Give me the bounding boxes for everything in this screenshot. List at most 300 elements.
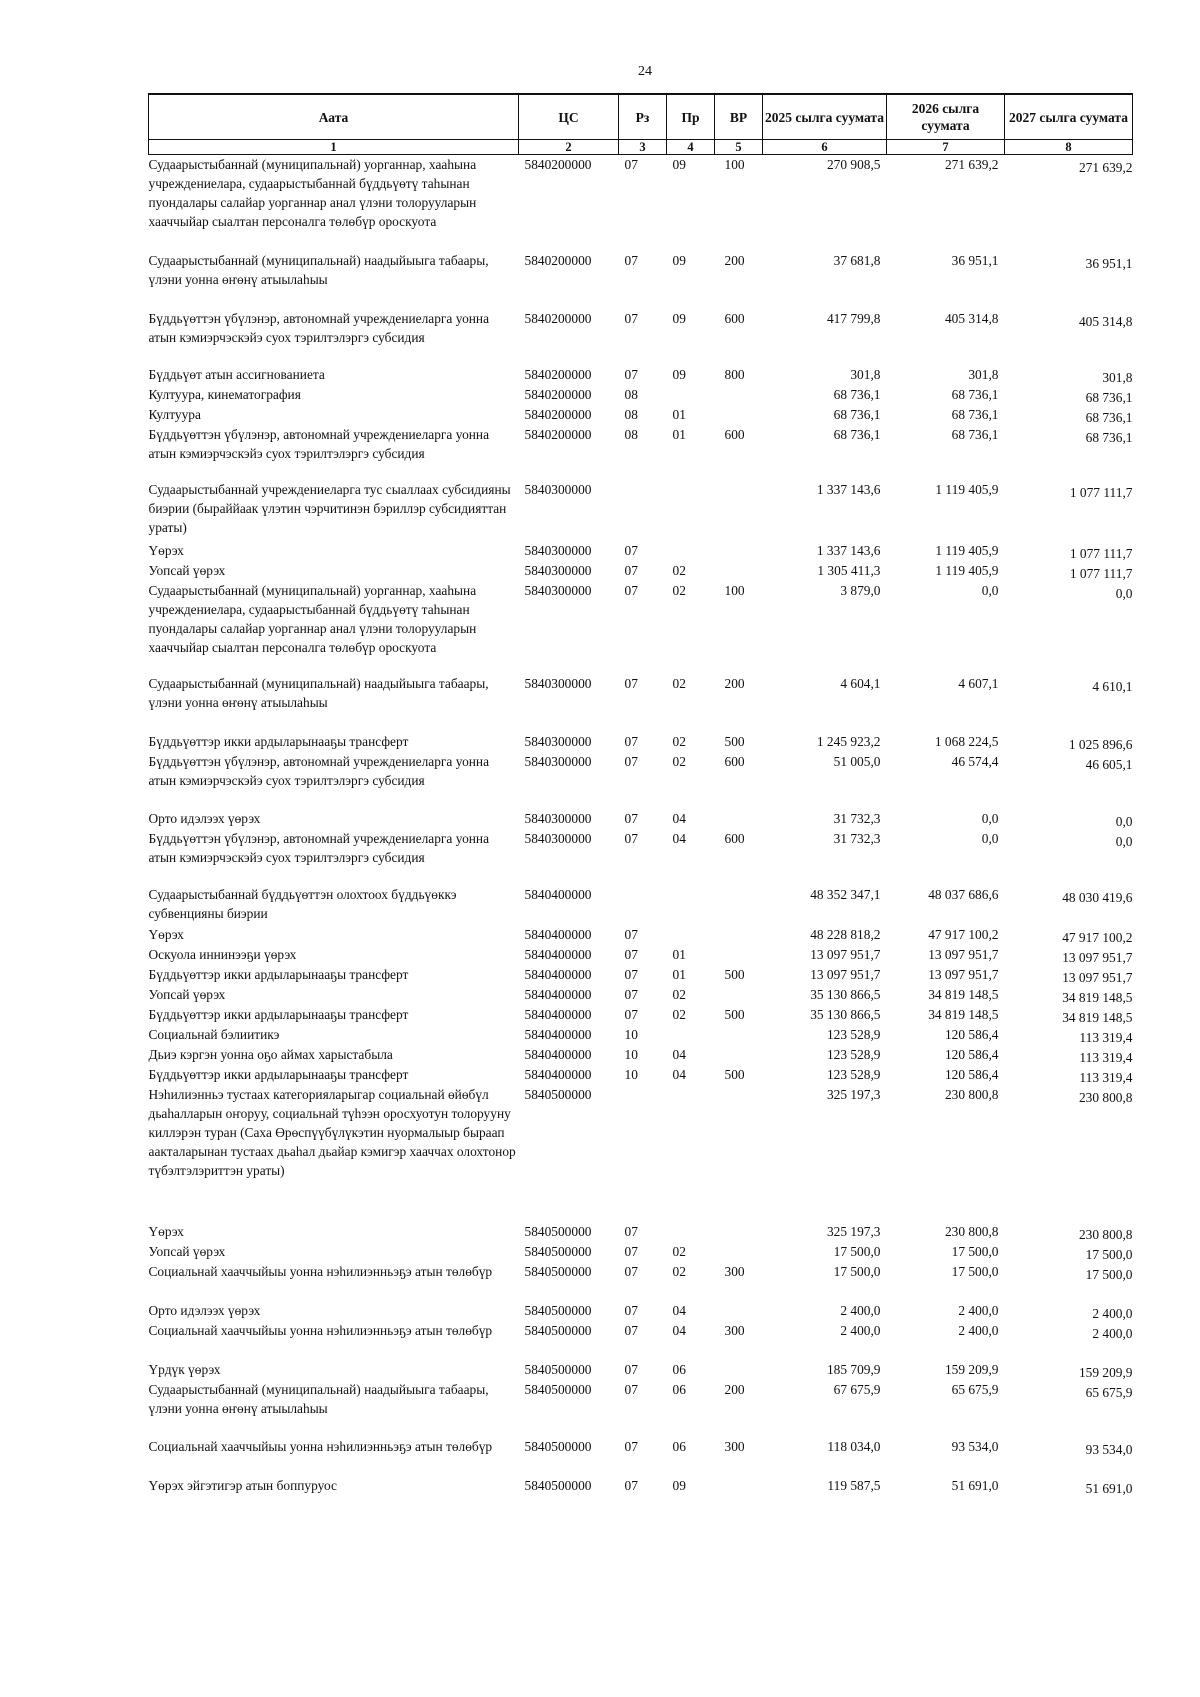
row-pr-code: 02 <box>672 754 686 769</box>
amount-value: 68 736,1 <box>1085 430 1133 445</box>
row-cs-code: 5840300000 <box>524 583 592 598</box>
row-amount-2027 <box>1005 561 1133 581</box>
page-number: 24 <box>638 64 652 79</box>
row-pr-code: 09 <box>672 1478 686 1493</box>
amount-value: 1 025 896,6 <box>1068 737 1133 752</box>
amount-value: 1 077 111,7 <box>1069 485 1133 500</box>
amount-value: 51 691,0 <box>1085 1481 1133 1496</box>
row-amount-2027 <box>1005 1222 1133 1242</box>
table-body <box>149 155 1133 1497</box>
row-rz-code: 08 <box>624 387 638 402</box>
row-name: Уопсай үөрэх <box>148 1244 226 1259</box>
row-amount-2025: 123 528,9 <box>826 1047 881 1062</box>
row-vr-code: 600 <box>724 427 745 442</box>
column-number: 7 <box>887 140 1005 155</box>
amount-value: 65 675,9 <box>1085 1385 1133 1400</box>
amount-value: 68 736,1 <box>1085 390 1133 405</box>
row-cs-code: 5840300000 <box>524 543 592 558</box>
row-amount-2025: 270 908,5 <box>826 157 881 172</box>
row-rz-code: 07 <box>624 987 638 1002</box>
column-number: 1 <box>149 140 519 155</box>
row-vr-code <box>715 1222 763 1242</box>
row-amount-2027 <box>1005 1301 1133 1321</box>
amount-value: 17 500,0 <box>1085 1267 1133 1282</box>
row-vr-code: 100 <box>724 157 745 172</box>
row-amount-2025: 118 034,0 <box>827 1439 881 1454</box>
row-amount-2027 <box>1005 885 1133 925</box>
amount-value: 1 077 111,7 <box>1069 566 1133 581</box>
row-cs-code: 5840200000 <box>524 407 592 422</box>
row-amount-2025: 3 879,0 <box>840 583 881 598</box>
row-rz-code: 08 <box>624 407 638 422</box>
row-vr-code: 300 <box>724 1323 745 1338</box>
row-amount-2026: 34 819 148,5 <box>928 1007 999 1022</box>
row-pr-code: 09 <box>672 311 686 326</box>
column-number: 3 <box>619 140 667 155</box>
row-amount-2026: 47 917 100,2 <box>928 927 999 942</box>
row-pr-code <box>667 1025 715 1045</box>
row-name: Бүддьүөттэн үбүлэнэр, автономнай учреждениеларга уонна атын кэмиэрчэскэйэ суох тэрилтэлэргэ субсидия <box>148 831 490 865</box>
row-name: Бүддьүөттэр икки ардыларынааҕы трансферт <box>148 967 409 982</box>
row-rz-code: 07 <box>624 367 638 382</box>
table-row <box>149 674 1133 732</box>
row-name: Бүддьүөттэр икки ардыларынааҕы трансферт <box>148 1007 409 1022</box>
row-name: Уопсай үөрэх <box>148 987 226 1002</box>
row-rz-code: 10 <box>624 1027 638 1042</box>
row-vr-code <box>715 985 763 1005</box>
amount-value: 159 209,9 <box>1078 1365 1133 1380</box>
row-cs-code: 5840300000 <box>524 563 592 578</box>
row-rz-code: 07 <box>624 967 638 982</box>
row-name: Дьиэ кэргэн уонна оҕо аймах харыстабыла <box>148 1047 393 1062</box>
row-vr-code: 600 <box>724 754 745 769</box>
row-rz-code: 07 <box>624 1264 638 1279</box>
row-amount-2026: 159 209,9 <box>944 1362 999 1377</box>
amount-value: 13 097 951,7 <box>1062 950 1133 965</box>
table-row <box>149 1262 1133 1301</box>
row-amount-2026: 1 119 405,9 <box>935 482 999 497</box>
row-cs-code: 5840400000 <box>524 1067 592 1082</box>
table-row <box>149 1065 1133 1085</box>
row-pr-code: 04 <box>672 831 686 846</box>
row-pr-code: 09 <box>672 157 686 172</box>
table-row <box>149 1045 1133 1065</box>
row-amount-2025: 13 097 951,7 <box>810 947 881 962</box>
row-amount-2026: 93 534,0 <box>951 1439 999 1454</box>
row-amount-2027 <box>1005 732 1133 752</box>
row-amount-2025: 1 305 411,3 <box>817 563 881 578</box>
row-cs-code: 5840500000 <box>524 1087 592 1102</box>
row-cs-code: 5840400000 <box>524 1027 592 1042</box>
row-pr-code <box>667 925 715 945</box>
row-vr-code <box>715 885 763 925</box>
row-name: Үөрэх <box>148 1224 184 1239</box>
row-vr-code: 500 <box>724 1007 745 1022</box>
row-rz-code: 07 <box>624 947 638 962</box>
row-vr-code: 300 <box>724 1439 745 1454</box>
header-year-2027: 2027 сылга суумата <box>1005 94 1133 140</box>
row-cs-code: 5840400000 <box>524 1007 592 1022</box>
row-amount-2026: 51 691,0 <box>951 1478 999 1493</box>
row-pr-code: 02 <box>672 583 686 598</box>
row-pr-code <box>667 885 715 925</box>
row-amount-2026: 46 574,4 <box>951 754 999 769</box>
table-row <box>149 1380 1133 1437</box>
row-amount-2027 <box>1005 480 1133 541</box>
table-row <box>149 405 1133 425</box>
row-amount-2026: 120 586,4 <box>944 1027 999 1042</box>
row-amount-2026: 17 500,0 <box>951 1244 999 1259</box>
amount-value: 46 605,1 <box>1085 757 1133 772</box>
table-row <box>149 1085 1133 1222</box>
amount-value: 271 639,2 <box>1078 160 1133 175</box>
row-pr-code: 01 <box>672 967 686 982</box>
row-vr-code: 200 <box>724 253 745 268</box>
amount-value: 47 917 100,2 <box>1062 930 1133 945</box>
row-amount-2027 <box>1005 1321 1133 1360</box>
row-pr-code <box>667 1085 715 1222</box>
row-amount-2026: 0,0 <box>981 831 999 846</box>
row-cs-code: 5840300000 <box>524 811 592 826</box>
row-amount-2027 <box>1005 829 1133 885</box>
header-year-2026: 2026 сылга суумата <box>887 94 1005 140</box>
amount-value: 13 097 951,7 <box>1062 970 1133 985</box>
row-pr-code: 02 <box>672 676 686 691</box>
row-amount-2027 <box>1005 541 1133 561</box>
budget-table <box>148 93 1133 1496</box>
row-amount-2025: 1 245 923,2 <box>816 734 881 749</box>
row-rz-code: 07 <box>624 1224 638 1239</box>
row-amount-2027 <box>1005 1476 1133 1496</box>
table-row <box>149 541 1133 561</box>
row-pr-code <box>667 541 715 561</box>
row-name: Нэһилиэнньэ тустаах категорияларыгар социальнай өйөбүл дьаһалларын оҥоруу, социальнай түһээн оросхуотун толорууну киллэрэн туран (Саха Өрөспүүбүлүкэтин нуормалыыр быраап аакталарынан тустаах дьаһал дьайар кэмигэр хааччах олохтонор түбэлтэлэриттэн ураты) <box>148 1087 516 1178</box>
row-rz-code: 07 <box>624 927 638 942</box>
row-vr-code <box>715 405 763 425</box>
row-cs-code: 5840500000 <box>524 1264 592 1279</box>
table-row <box>149 1321 1133 1360</box>
row-amount-2027 <box>1005 309 1133 365</box>
row-amount-2027 <box>1005 965 1133 985</box>
row-vr-code <box>715 1242 763 1262</box>
table-row <box>149 732 1133 752</box>
row-vr-code <box>715 1301 763 1321</box>
row-pr-code: 06 <box>672 1439 686 1454</box>
table-row <box>149 925 1133 945</box>
table-row <box>149 155 1133 252</box>
row-rz-code: 07 <box>624 1362 638 1377</box>
row-amount-2026: 0,0 <box>981 811 999 826</box>
row-vr-code: 200 <box>724 676 745 691</box>
row-vr-code <box>715 385 763 405</box>
row-amount-2025: 4 604,1 <box>840 676 881 691</box>
row-pr-code: 02 <box>672 1264 686 1279</box>
table-row <box>149 1025 1133 1045</box>
amount-value: 0,0 <box>1115 814 1133 829</box>
row-pr-code: 04 <box>672 1303 686 1318</box>
row-cs-code: 5840500000 <box>524 1323 592 1338</box>
row-amount-2026: 120 586,4 <box>944 1047 999 1062</box>
amount-value: 0,0 <box>1115 834 1133 849</box>
row-cs-code: 5840400000 <box>524 967 592 982</box>
row-pr-code <box>667 480 715 541</box>
row-rz-code: 07 <box>624 311 638 326</box>
amount-value: 36 951,1 <box>1085 256 1133 271</box>
row-rz-code: 07 <box>624 676 638 691</box>
amount-value: 4 610,1 <box>1092 679 1133 694</box>
row-pr-code: 02 <box>672 1244 686 1259</box>
row-vr-code <box>715 925 763 945</box>
row-name: Үөрэх <box>148 543 184 558</box>
row-amount-2027 <box>1005 365 1133 385</box>
row-vr-code: 500 <box>724 1067 745 1082</box>
row-vr-code: 500 <box>724 967 745 982</box>
row-rz-code: 08 <box>624 427 638 442</box>
row-amount-2027 <box>1005 405 1133 425</box>
row-amount-2027 <box>1005 385 1133 405</box>
row-amount-2026: 230 800,8 <box>944 1224 999 1239</box>
row-vr-code <box>715 1085 763 1222</box>
row-amount-2026: 1 068 224,5 <box>934 734 999 749</box>
row-rz-code: 07 <box>624 811 638 826</box>
row-amount-2025: 48 228 818,2 <box>810 927 881 942</box>
row-pr-code: 01 <box>672 407 686 422</box>
row-amount-2027 <box>1005 1262 1133 1301</box>
row-pr-code: 02 <box>672 734 686 749</box>
amount-value: 2 400,0 <box>1092 1326 1133 1341</box>
row-amount-2026: 34 819 148,5 <box>928 987 999 1002</box>
row-amount-2025: 48 352 347,1 <box>810 887 881 902</box>
row-name: Судаарыстыбаннай бүддьүөттэн олохтоох бүддьүөккэ субвенцияны биэрии <box>148 887 457 921</box>
amount-value: 405 314,8 <box>1078 314 1133 329</box>
row-name: Үөрэх <box>148 927 184 942</box>
row-cs-code: 5840300000 <box>524 482 592 497</box>
row-amount-2025: 119 587,5 <box>827 1478 881 1493</box>
table-row <box>149 945 1133 965</box>
amount-value: 301,8 <box>1102 370 1133 385</box>
row-amount-2026: 4 607,1 <box>958 676 999 691</box>
row-cs-code: 5840400000 <box>524 1047 592 1062</box>
row-vr-code <box>715 1045 763 1065</box>
row-pr-code: 06 <box>672 1362 686 1377</box>
row-pr-code: 04 <box>672 1323 686 1338</box>
row-pr-code: 09 <box>672 253 686 268</box>
row-cs-code: 5840300000 <box>524 754 592 769</box>
row-cs-code: 5840300000 <box>524 734 592 749</box>
row-rz-code: 07 <box>624 563 638 578</box>
column-number: 5 <box>715 140 763 155</box>
row-amount-2026: 120 586,4 <box>944 1067 999 1082</box>
row-cs-code: 5840200000 <box>524 427 592 442</box>
table-row <box>149 1242 1133 1262</box>
row-vr-code: 600 <box>724 831 745 846</box>
row-name: Бүддьүөт атын ассигнованиета <box>148 367 325 382</box>
row-cs-code: 5840200000 <box>524 311 592 326</box>
row-amount-2027 <box>1005 1380 1133 1437</box>
row-amount-2025: 185 709,9 <box>826 1362 881 1377</box>
row-rz-code: 07 <box>624 1244 638 1259</box>
row-rz-code: 07 <box>624 1478 638 1493</box>
row-pr-code: 01 <box>672 427 686 442</box>
row-amount-2025: 13 097 951,7 <box>810 967 881 982</box>
row-cs-code: 5840500000 <box>524 1439 592 1454</box>
row-name: Бүддьүөттэн үбүлэнэр, автономнай учреждениеларга уонна атын кэмиэрчэскэйэ суох тэрилтэлэргэ субсидия <box>148 754 490 788</box>
row-name: Орто идэлээх үөрэх <box>148 1303 261 1318</box>
row-pr-code: 02 <box>672 1007 686 1022</box>
table-row <box>149 885 1133 925</box>
row-amount-2027 <box>1005 251 1133 309</box>
row-amount-2027 <box>1005 674 1133 732</box>
row-amount-2026: 2 400,0 <box>958 1323 999 1338</box>
table-row <box>149 425 1133 480</box>
amount-value: 113 319,4 <box>1079 1070 1133 1085</box>
row-amount-2025: 123 528,9 <box>826 1027 881 1042</box>
amount-value: 34 819 148,5 <box>1062 990 1133 1005</box>
row-vr-code <box>715 809 763 829</box>
row-amount-2026: 301,8 <box>968 367 999 382</box>
row-cs-code: 5840200000 <box>524 157 592 172</box>
row-name: Судаарыстыбаннай (муниципальнай) наадыйыыга табаары, үлэни уонна өҥөнү атыылаһыы <box>148 1382 489 1416</box>
amount-value: 48 030 419,6 <box>1062 890 1133 905</box>
amount-value: 230 800,8 <box>1078 1090 1133 1105</box>
row-name: Култуура <box>148 407 201 422</box>
table-row <box>149 965 1133 985</box>
row-amount-2025: 417 799,8 <box>826 311 881 326</box>
row-amount-2026: 48 037 686,6 <box>928 887 999 902</box>
table-row <box>149 581 1133 674</box>
row-vr-code: 600 <box>724 311 745 326</box>
table-row <box>149 480 1133 541</box>
row-amount-2026: 17 500,0 <box>951 1264 999 1279</box>
amount-value: 113 319,4 <box>1079 1030 1133 1045</box>
row-name: Социальнай хааччыйыы уонна нэһилиэнньэҕэ атын төлөбүр <box>148 1439 493 1454</box>
amount-value: 17 500,0 <box>1085 1247 1133 1262</box>
row-amount-2025: 68 736,1 <box>833 387 881 402</box>
amount-value: 34 819 148,5 <box>1062 1010 1133 1025</box>
row-name: Оскуола иннинээҕи үөрэх <box>148 947 297 962</box>
row-amount-2026: 36 951,1 <box>951 253 999 268</box>
row-pr-code: 04 <box>672 1067 686 1082</box>
row-pr-code <box>667 1222 715 1242</box>
row-amount-2026: 13 097 951,7 <box>928 967 999 982</box>
table-row <box>149 1005 1133 1025</box>
row-vr-code <box>715 561 763 581</box>
row-cs-code: 5840500000 <box>524 1362 592 1377</box>
row-cs-code: 5840400000 <box>524 887 592 902</box>
row-name: Судаарыстыбаннай учреждениеларга тус сыаллаах субсидияны биэрии (быраййаак үлэтин чэрчитинэн бэриллэр субсидияттан ураты) <box>148 482 511 535</box>
row-rz-code: 10 <box>624 1047 638 1062</box>
row-cs-code: 5840400000 <box>524 947 592 962</box>
table-row <box>149 561 1133 581</box>
row-amount-2025: 17 500,0 <box>833 1244 881 1259</box>
row-amount-2027 <box>1005 752 1133 809</box>
row-cs-code: 5840400000 <box>524 987 592 1002</box>
table-row <box>149 251 1133 309</box>
row-name: Социальнай хааччыйыы уонна нэһилиэнньэҕэ атын төлөбүр <box>148 1264 493 1279</box>
row-amount-2027 <box>1005 1360 1133 1380</box>
row-vr-code: 300 <box>724 1264 745 1279</box>
row-amount-2027 <box>1005 1025 1133 1045</box>
row-rz-code: 10 <box>624 1067 638 1082</box>
row-name: Култуура, кинематография <box>148 387 301 402</box>
row-amount-2026: 0,0 <box>981 583 999 598</box>
row-cs-code: 5840200000 <box>524 387 592 402</box>
row-amount-2025: 37 681,8 <box>833 253 881 268</box>
row-amount-2026: 271 639,2 <box>944 157 999 172</box>
table-header <box>149 94 1133 155</box>
row-name: Үөрэх эйгэтигэр атын боппуруос <box>148 1478 337 1493</box>
row-rz-code: 07 <box>624 1007 638 1022</box>
row-amount-2027 <box>1005 945 1133 965</box>
row-name: Бүддьүөттэн үбүлэнэр, автономнай учреждениеларга уонна атын кэмиэрчэскэйэ суох тэрилтэлэргэ субсидия <box>148 311 490 345</box>
row-amount-2025: 325 197,3 <box>826 1087 881 1102</box>
row-amount-2025: 51 005,0 <box>833 754 881 769</box>
row-amount-2025: 68 736,1 <box>833 427 881 442</box>
row-amount-2026: 405 314,8 <box>944 311 999 326</box>
row-cs-code: 5840200000 <box>524 367 592 382</box>
row-cs-code: 5840500000 <box>524 1303 592 1318</box>
table-row <box>149 309 1133 365</box>
row-name: Бүддьүөттэр икки ардыларынааҕы трансферт <box>148 734 409 749</box>
budget-table-container <box>148 93 1132 1496</box>
amount-value: 230 800,8 <box>1078 1227 1133 1242</box>
row-name: Судаарыстыбаннай (муниципальнай) уорганнар, хааһына учреждениелара, судаарыстыбаннай бүддьүөтү таһынан пуондалары салайар уорганнар анал үлэни толорууларын хааччыйар сыалтан персоналга төлөбүр ороскуота <box>148 157 477 229</box>
row-vr-code <box>715 1360 763 1380</box>
row-name: Уопсай үөрэх <box>148 563 226 578</box>
table-row <box>149 365 1133 385</box>
row-amount-2027 <box>1005 1005 1133 1025</box>
row-amount-2027 <box>1005 1242 1133 1262</box>
row-amount-2027 <box>1005 1065 1133 1085</box>
row-vr-code: 200 <box>724 1382 745 1397</box>
row-vr-code: 100 <box>724 583 745 598</box>
row-amount-2027 <box>1005 809 1133 829</box>
row-rz-code <box>619 885 667 925</box>
row-rz-code: 07 <box>624 157 638 172</box>
table-row <box>149 1476 1133 1496</box>
row-amount-2026: 13 097 951,7 <box>928 947 999 962</box>
row-amount-2027 <box>1005 155 1133 252</box>
row-pr-code: 09 <box>672 367 686 382</box>
table-row <box>149 1301 1133 1321</box>
row-cs-code: 5840500000 <box>524 1478 592 1493</box>
row-amount-2025: 67 675,9 <box>833 1382 881 1397</box>
row-name: Социальнай хааччыйыы уонна нэһилиэнньэҕэ атын төлөбүр <box>148 1323 493 1338</box>
amount-value: 2 400,0 <box>1092 1306 1133 1321</box>
row-rz-code <box>619 1085 667 1222</box>
row-rz-code: 07 <box>624 1323 638 1338</box>
row-amount-2027 <box>1005 1045 1133 1065</box>
row-amount-2026: 230 800,8 <box>944 1087 999 1102</box>
row-cs-code: 5840500000 <box>524 1382 592 1397</box>
row-name: Социальнай бэлиитикэ <box>148 1027 280 1042</box>
row-rz-code: 07 <box>624 754 638 769</box>
column-number: 4 <box>667 140 715 155</box>
row-rz-code: 07 <box>624 734 638 749</box>
row-cs-code: 5840400000 <box>524 927 592 942</box>
column-number: 6 <box>763 140 887 155</box>
row-amount-2025: 1 337 143,6 <box>816 482 881 497</box>
row-amount-2026: 1 119 405,9 <box>935 543 999 558</box>
column-number: 2 <box>519 140 619 155</box>
amount-value: 113 319,4 <box>1079 1050 1133 1065</box>
row-name: Бүддьүөттэр икки ардыларынааҕы трансферт <box>148 1067 409 1082</box>
table-row <box>149 1360 1133 1380</box>
header-name: Аата <box>149 94 519 140</box>
column-number: 8 <box>1005 140 1133 155</box>
row-amount-2025: 1 337 143,6 <box>816 543 881 558</box>
header-pr: Пр <box>667 94 715 140</box>
